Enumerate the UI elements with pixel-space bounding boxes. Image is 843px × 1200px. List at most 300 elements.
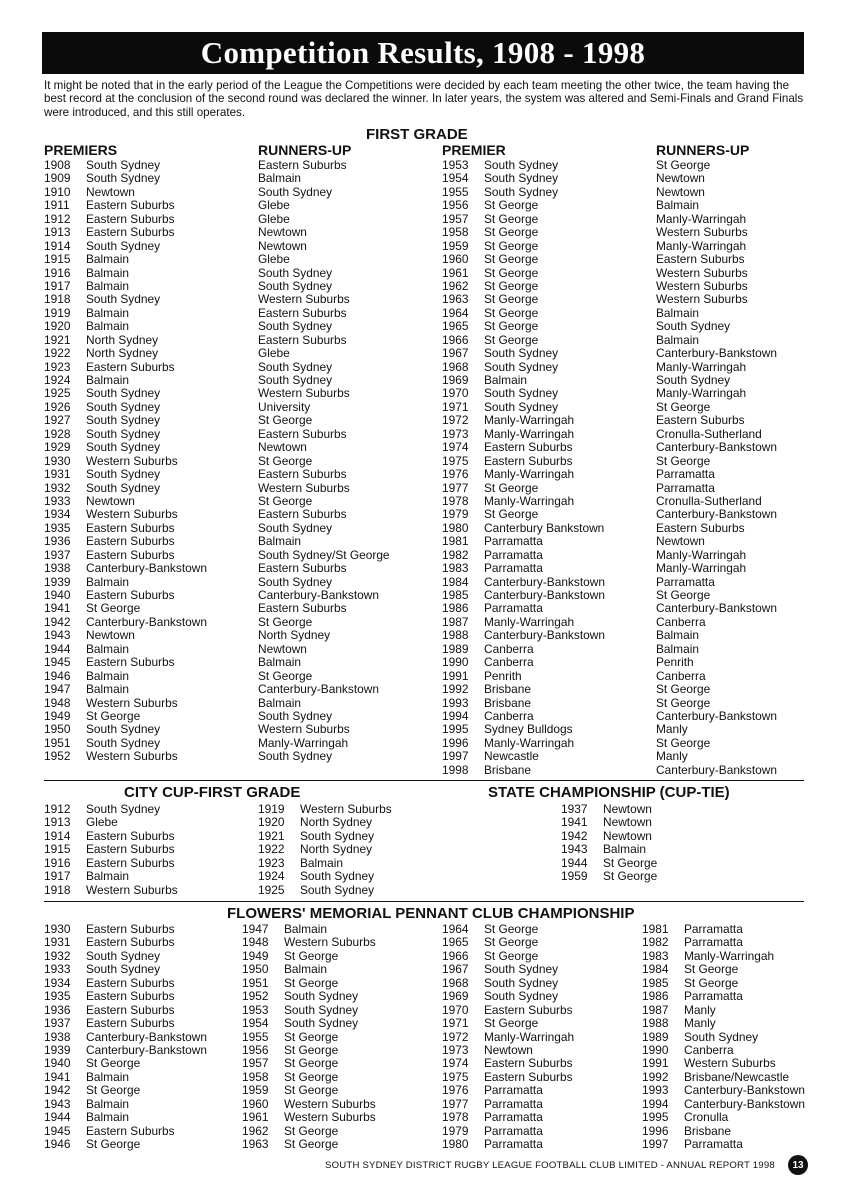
table-row (44, 710, 390, 723)
table-row (442, 428, 777, 441)
year-cell: 1986 (642, 989, 669, 1004)
year-cell: 1974 (442, 440, 469, 455)
table-row (44, 374, 390, 387)
runner-up-cell: Cronulla-Sutherland (656, 426, 762, 441)
table-row (258, 870, 392, 883)
table-row (561, 816, 657, 829)
table-row (442, 1044, 574, 1057)
team-cell: St George (484, 922, 539, 936)
team-cell: Eastern Suburbs (86, 359, 175, 374)
year-cell: 1913 (44, 225, 71, 240)
year-cell: 1980 (442, 1137, 469, 1151)
team-cell: Balmain (86, 869, 129, 884)
table-row (44, 549, 390, 562)
year-cell: 1983 (642, 948, 669, 963)
table-row (44, 320, 390, 333)
table-row (642, 1044, 805, 1057)
table-row (442, 495, 777, 508)
runner-up-cell: Canterbury-Bankstown (656, 601, 777, 616)
team-cell: South Sydney (86, 171, 161, 186)
team-cell: North Sydney (300, 815, 373, 830)
table-row (442, 750, 777, 763)
runner-up-cell: Manly (656, 722, 688, 737)
table-row (442, 253, 777, 266)
table-row (442, 1111, 574, 1124)
table-row (442, 293, 777, 306)
year-cell: 1991 (442, 668, 469, 683)
year-cell: 1910 (44, 184, 71, 199)
team-cell: South Sydney (86, 480, 161, 495)
table-row (242, 990, 376, 1003)
table-row (642, 1017, 805, 1030)
table-row (44, 482, 390, 495)
table-row (44, 347, 390, 360)
runner-up-cell: Penrith (656, 655, 694, 670)
year-cell: 1931 (44, 935, 71, 950)
table-row (442, 455, 777, 468)
team-cell: Canterbury-Bankstown (684, 1096, 805, 1111)
year-cell: 1916 (44, 265, 71, 280)
runner-up-cell: Western Suburbs (258, 386, 350, 401)
runner-up-cell: Canterbury-Bankstown (656, 346, 777, 361)
table-row (44, 508, 390, 521)
runner-up-cell: Eastern Suburbs (258, 561, 347, 576)
team-cell: St George (484, 211, 539, 226)
premiers-column-heading: PREMIERS (44, 142, 118, 158)
team-cell: Eastern Suburbs (86, 828, 175, 843)
table-row (258, 857, 392, 870)
table-row (44, 401, 390, 414)
year-cell: 1949 (44, 708, 71, 723)
table-row (442, 737, 777, 750)
team-cell: Newtown (86, 628, 135, 643)
runner-up-cell: Parramatta (656, 574, 715, 589)
year-cell: 1954 (442, 171, 469, 186)
year-cell: 1982 (642, 935, 669, 950)
table-row (442, 723, 777, 736)
year-cell: 1916 (44, 855, 71, 870)
team-cell: Parramatta (484, 1137, 543, 1151)
runner-up-cell: St George (656, 453, 711, 468)
year-cell: 1972 (442, 413, 469, 428)
table-row (642, 990, 805, 1003)
year-cell: 1991 (642, 1056, 669, 1071)
year-cell: 1961 (242, 1110, 269, 1125)
table-row (44, 535, 390, 548)
table-row (44, 884, 178, 897)
team-cell: St George (484, 198, 539, 213)
year-cell: 1936 (44, 534, 71, 549)
runner-up-cell: Newtown (258, 641, 307, 656)
year-cell: 1935 (44, 989, 71, 1004)
runner-up-cell: Manly-Warringah (656, 547, 747, 562)
team-cell: Western Suburbs (86, 882, 178, 897)
year-cell: 1924 (44, 373, 71, 387)
year-cell: 1985 (442, 588, 469, 602)
team-cell: Manly-Warringah (484, 735, 575, 750)
table-row (44, 226, 390, 239)
year-cell: 1944 (44, 1110, 71, 1125)
table-row (442, 159, 777, 172)
runner-up-cell: Glebe (258, 346, 290, 361)
team-cell: Glebe (86, 815, 118, 830)
table-row (44, 334, 390, 347)
team-cell: South Sydney (284, 1002, 359, 1017)
team-cell: South Sydney (86, 962, 161, 977)
year-cell: 1969 (442, 373, 469, 387)
year-cell: 1950 (44, 722, 71, 737)
year-cell: 1985 (642, 975, 669, 990)
runner-up-cell: St George (656, 588, 711, 602)
table-row (44, 816, 178, 829)
table-row (642, 1084, 805, 1097)
runner-up-cell: Balmain (656, 332, 699, 347)
team-cell: St George (484, 935, 539, 950)
table-row (442, 977, 574, 990)
runner-up-cell: Newtown (656, 184, 705, 199)
runner-up-cell: Balmain (656, 628, 699, 643)
team-cell: Eastern Suburbs (86, 975, 175, 990)
year-cell: 1988 (642, 1016, 669, 1031)
table-row (44, 1004, 207, 1017)
team-cell: South Sydney (86, 735, 161, 750)
table-row (242, 1098, 376, 1111)
year-cell: 1919 (44, 305, 71, 320)
year-cell: 1918 (44, 882, 71, 897)
team-cell: South Sydney (86, 948, 161, 963)
table-row (44, 1031, 207, 1044)
year-cell: 1941 (561, 815, 588, 830)
year-cell: 1956 (442, 198, 469, 213)
runner-up-cell: South Sydney (258, 749, 333, 764)
table-row (442, 482, 777, 495)
team-cell: Balmain (86, 252, 129, 267)
team-cell: St George (484, 278, 539, 293)
year-cell: 1941 (44, 601, 71, 616)
table-row (44, 240, 390, 253)
year-cell: 1919 (258, 802, 285, 816)
year-cell: 1959 (242, 1083, 269, 1098)
year-cell: 1966 (442, 332, 469, 347)
table-row (44, 723, 390, 736)
team-cell: Parramatta (484, 547, 543, 562)
table-row (442, 468, 777, 481)
year-cell: 1968 (442, 975, 469, 990)
table-row (44, 280, 390, 293)
year-cell: 1943 (44, 1096, 71, 1111)
year-cell: 1911 (44, 198, 70, 213)
team-cell: Eastern Suburbs (86, 1016, 175, 1031)
runner-up-cell: Balmain (258, 534, 301, 549)
table-row (442, 589, 777, 602)
team-cell: Balmain (86, 305, 129, 320)
runner-up-cell: Eastern Suburbs (258, 332, 347, 347)
runner-up-cell: Newtown (258, 440, 307, 455)
team-cell: Newtown (603, 815, 652, 830)
runner-up-cell: South Sydney (258, 520, 333, 535)
team-cell: South Sydney (300, 869, 375, 884)
team-cell: Parramatta (484, 1096, 543, 1111)
team-cell: St George (484, 948, 539, 963)
team-cell: Canterbury-Bankstown (484, 588, 605, 602)
year-cell: 1978 (442, 493, 469, 508)
team-cell: Eastern Suburbs (86, 855, 175, 870)
team-cell: St George (684, 962, 739, 977)
team-cell: Brisbane (684, 1123, 731, 1138)
year-cell: 1979 (442, 1123, 469, 1138)
table-row (44, 857, 178, 870)
team-cell: Western Suburbs (284, 935, 376, 950)
team-cell: Eastern Suburbs (484, 440, 573, 455)
runner-up-cell: Parramatta (656, 467, 715, 482)
team-cell: Parramatta (684, 989, 743, 1004)
team-cell: Manly-Warringah (484, 493, 575, 508)
team-cell: Newtown (603, 802, 652, 816)
year-cell: 1969 (442, 989, 469, 1004)
table-row (44, 830, 178, 843)
team-cell: South Sydney (86, 238, 161, 253)
team-cell: St George (284, 1069, 339, 1084)
team-cell: Western Suburbs (86, 749, 178, 764)
runner-up-cell: St George (656, 682, 711, 697)
year-cell: 1944 (561, 855, 588, 870)
team-cell: Balmain (86, 1110, 129, 1125)
team-cell: Eastern Suburbs (86, 588, 175, 602)
team-cell: Manly (684, 1016, 716, 1031)
team-cell: St George (603, 869, 658, 884)
team-cell: St George (484, 319, 539, 334)
year-cell: 1992 (642, 1069, 669, 1084)
runners-up-column-heading-2: RUNNERS-UP (656, 142, 750, 158)
table-row (442, 334, 777, 347)
year-cell: 1971 (442, 399, 469, 414)
year-cell: 1987 (442, 614, 469, 629)
team-cell: South Sydney (484, 975, 559, 990)
team-cell: South Sydney (86, 413, 161, 428)
table-row (44, 843, 178, 856)
year-cell: 1996 (442, 735, 469, 750)
year-cell: 1944 (44, 641, 71, 656)
runner-up-cell: Manly-Warringah (656, 386, 747, 401)
team-cell: St George (484, 238, 539, 253)
table-row (442, 697, 777, 710)
runner-up-cell: Western Suburbs (656, 292, 748, 307)
table-row (44, 576, 390, 589)
team-cell: St George (284, 948, 339, 963)
table-row (642, 1111, 805, 1124)
table-row (44, 616, 390, 629)
runner-up-cell: St George (656, 695, 711, 710)
team-cell: Western Suburbs (284, 1110, 376, 1125)
team-cell: St George (284, 1029, 339, 1044)
year-cell: 1935 (44, 520, 71, 535)
year-cell: 1947 (242, 922, 269, 936)
table-row (44, 213, 390, 226)
year-cell: 1908 (44, 158, 71, 172)
first-grade-left-table (44, 159, 390, 764)
year-cell: 1972 (442, 1029, 469, 1044)
table-row (442, 387, 777, 400)
table-row (258, 884, 392, 897)
team-cell: Parramatta (484, 1123, 543, 1138)
team-cell: South Sydney (484, 158, 559, 172)
year-cell: 1970 (442, 1002, 469, 1017)
team-cell: Canterbury-Bankstown (86, 1042, 207, 1057)
team-cell: South Sydney (484, 184, 559, 199)
year-cell: 1941 (44, 1069, 71, 1084)
team-cell: Balmain (86, 668, 129, 683)
team-cell: South Sydney (484, 359, 559, 374)
team-cell: South Sydney (86, 426, 161, 441)
year-cell: 1920 (44, 319, 71, 334)
team-cell: South Sydney (484, 171, 559, 186)
team-cell: Newcastle (484, 749, 539, 764)
team-cell: Parramatta (484, 534, 543, 549)
runner-up-cell: South Sydney (258, 574, 333, 589)
year-cell: 1962 (242, 1123, 269, 1138)
table-row (44, 1057, 207, 1070)
year-cell: 1980 (442, 520, 469, 535)
runner-up-cell: South Sydney (258, 265, 333, 280)
table-row (242, 936, 376, 949)
year-cell: 1914 (44, 828, 71, 843)
year-cell: 1965 (442, 935, 469, 950)
runner-up-cell: Glebe (258, 198, 290, 213)
table-row (44, 522, 390, 535)
runner-up-cell: Canterbury-Bankstown (656, 708, 777, 723)
table-row (442, 508, 777, 521)
table-row (44, 1017, 207, 1030)
runner-up-cell: North Sydney (258, 628, 331, 643)
table-row (442, 267, 777, 280)
flowers-heading: FLOWERS' MEMORIAL PENNANT CLUB CHAMPIONSHIP (227, 905, 635, 922)
table-row (442, 347, 777, 360)
table-row (442, 670, 777, 683)
table-row (442, 361, 777, 374)
table-row (242, 1071, 376, 1084)
team-cell: Western Suburbs (284, 1096, 376, 1111)
table-row (561, 857, 657, 870)
team-cell: Parramatta (684, 935, 743, 950)
table-row (44, 468, 390, 481)
table-row (242, 1031, 376, 1044)
table-row (442, 950, 574, 963)
runner-up-cell: Eastern Suburbs (258, 305, 347, 320)
year-cell: 1967 (442, 346, 469, 361)
team-cell: South Sydney (86, 386, 161, 401)
runner-up-cell: St George (258, 493, 313, 508)
team-cell: Balmain (300, 855, 343, 870)
table-row (44, 199, 390, 212)
team-cell: South Sydney (484, 989, 559, 1004)
team-cell: South Sydney (86, 440, 161, 455)
table-row (442, 1031, 574, 1044)
table-row (442, 240, 777, 253)
year-cell: 1933 (44, 493, 71, 508)
runner-up-cell: St George (656, 399, 711, 414)
runner-up-cell: Balmain (656, 198, 699, 213)
year-cell: 1957 (442, 211, 469, 226)
runner-up-cell: St George (656, 158, 711, 172)
table-row (242, 1057, 376, 1070)
page-title: Competition Results, 1908 - 1998 (200, 35, 646, 70)
table-row (44, 307, 390, 320)
team-cell: Canberra (484, 655, 534, 670)
team-cell: St George (284, 975, 339, 990)
table-row (442, 172, 777, 185)
runner-up-cell: University (258, 399, 311, 414)
year-cell: 1990 (642, 1042, 669, 1057)
year-cell: 1976 (442, 1083, 469, 1098)
team-cell: Canterbury-Bankstown (86, 1029, 207, 1044)
team-cell: St George (86, 601, 141, 616)
year-cell: 1927 (44, 413, 71, 428)
runner-up-cell: Eastern Suburbs (258, 158, 347, 172)
team-cell: Canterbury-Bankstown (684, 1083, 805, 1098)
team-cell: St George (284, 1042, 339, 1057)
table-row (442, 186, 777, 199)
team-cell: South Sydney (484, 386, 559, 401)
team-cell: St George (484, 265, 539, 280)
table-row (442, 764, 777, 777)
table-row (442, 1098, 574, 1111)
section-divider (44, 780, 804, 781)
year-cell: 1966 (442, 948, 469, 963)
table-row (44, 589, 390, 602)
team-cell: Eastern Suburbs (86, 655, 175, 670)
year-cell: 1981 (642, 922, 669, 936)
table-row (258, 843, 392, 856)
runner-up-cell: Manly (656, 749, 688, 764)
runner-up-cell: Canterbury-Bankstown (258, 682, 379, 697)
table-row (44, 629, 390, 642)
team-cell: Manly-Warringah (684, 948, 775, 963)
runner-up-cell: Newtown (656, 171, 705, 186)
year-cell: 1931 (44, 467, 71, 482)
table-row (242, 923, 376, 936)
year-cell: 1958 (242, 1069, 269, 1084)
year-cell: 1940 (44, 588, 71, 602)
table-row (44, 172, 390, 185)
year-cell: 1960 (242, 1096, 269, 1111)
flowers-column-3 (442, 923, 574, 1151)
year-cell: 1955 (442, 184, 469, 199)
table-row (442, 280, 777, 293)
title-banner (42, 32, 804, 74)
year-cell: 1946 (44, 668, 71, 683)
table-row (442, 643, 777, 656)
year-cell: 1945 (44, 655, 71, 670)
year-cell: 1922 (44, 346, 71, 361)
team-cell: Parramatta (684, 1137, 743, 1151)
table-row (44, 643, 390, 656)
team-cell: South Sydney (300, 828, 375, 843)
team-cell: Western Suburbs (300, 802, 392, 816)
table-row (642, 963, 805, 976)
table-row (642, 1004, 805, 1017)
team-cell: Newtown (86, 493, 135, 508)
runner-up-cell: Newtown (656, 534, 705, 549)
year-cell: 1983 (442, 561, 469, 576)
team-cell: Canterbury-Bankstown (86, 614, 207, 629)
table-row (242, 1084, 376, 1097)
year-cell: 1917 (44, 869, 71, 884)
year-cell: 1914 (44, 238, 71, 253)
table-row (442, 616, 777, 629)
year-cell: 1936 (44, 1002, 71, 1017)
year-cell: 1948 (242, 935, 269, 950)
runner-up-cell: South Sydney (656, 373, 731, 387)
